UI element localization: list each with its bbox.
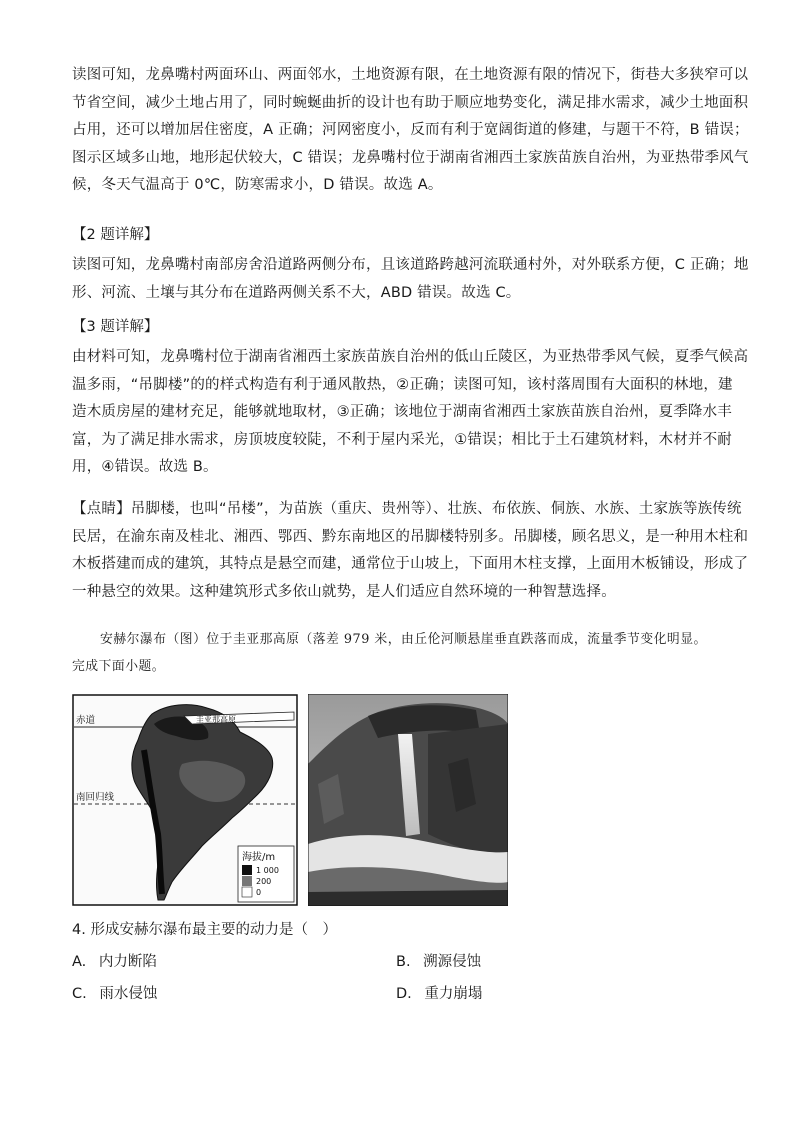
answer-2-paragraph [72, 252, 749, 307]
answer-1-paragraph [72, 62, 749, 200]
text-line: 候，冬天气温高于 0℃，防寒需求小，D 错误。故选 A。 [72, 177, 443, 194]
legend-value: 1 000 [256, 866, 279, 875]
answer-3-paragraph [72, 344, 749, 482]
plateau-label: 圭亚那高原 [196, 715, 236, 724]
option-a[interactable] [72, 952, 157, 972]
text-line: 安赫尔瀑布（图）位于圭亚那高原（落差 979 米，由丘伦河顺悬崖垂直跌落而成，流量季节变化明显。 [100, 632, 707, 647]
text-line: 图示区域多山地，地形起伏较大，C 错误；龙鼻嘴村位于湖南省湘西土家族苗族自治州，为亚热带季风气 [72, 149, 749, 166]
equator-label: 赤道 [76, 715, 96, 726]
text-line: 一种悬空的效果。这种建筑形式多依山就势，是人们适应自然环境的一种智慧选择。 [72, 583, 616, 600]
remark-paragraph [72, 496, 749, 606]
text-line: 读图可知，龙鼻嘴村两面环山、两面邻水，土地资源有限，在土地资源有限的情况下，街巷大多狭窄可以 [72, 67, 749, 83]
text-line: 民居，在渝东南及桂北、湘西、鄂西、黔东南地区的吊脚楼特别多。吊脚楼，顾名思义，是一种用木柱和 [72, 528, 749, 545]
legend-value: 0 [256, 888, 262, 897]
option-text: 内力断陷 [98, 954, 157, 970]
text-line: 【点睛】吊脚楼，也叫“吊楼”，为苗族（重庆、贵州等）、壮族、布依族、侗族、水族、土家族等族传统 [72, 501, 742, 517]
text-line: 形、河流、土壤与其分布在道路两侧关系不大，ABD 错误。故选 C。 [72, 284, 521, 301]
legend-title: 海拔/m [242, 852, 276, 863]
option-letter: A. [72, 954, 87, 970]
text-line: 温多雨，“吊脚楼”的的样式构造有利于通风散热，②正确；读图可知，该村落周围有大面积的林地，建 [72, 376, 733, 393]
option-b[interactable] [396, 952, 481, 972]
text-line: 木板搭建而成的建筑，其特点是悬空而建，通常位于山坡上，下面用木柱支撑，上面用木板铺设，形成了 [72, 556, 749, 573]
legend-swatch-mid [242, 876, 252, 886]
option-letter: B. [396, 954, 411, 970]
text-line: 用，④错误。故选 B。 [72, 459, 218, 476]
option-d[interactable] [396, 984, 482, 1004]
text-line: 节省空间，减少土地占用了，同时蜿蜒曲折的设计也有助于顺应地势变化，满足排水需求，减少土地面积 [72, 94, 749, 111]
question-2-detail-header: 【2 题详解】 [72, 227, 159, 243]
text-line: 富，为了满足排水需求，房顶坡度较陡，不利于屋内采光，①错误；相比于土石建筑材料，木材并不耐 [72, 431, 732, 448]
tropic-label: 南回归线 [76, 792, 115, 803]
question-4-stem: 4. 形成安赫尔瀑布最主要的动力是（ ） [72, 922, 337, 938]
option-text: 重力崩塌 [424, 986, 483, 1002]
option-c[interactable] [72, 984, 157, 1004]
question-intro [72, 626, 732, 680]
option-letter: C. [72, 986, 87, 1002]
text-line: 读图可知，龙鼻嘴村南部房舍沿道路两侧分布，且该道路跨越河流联通村外，对外联系方便，C 正确；地 [72, 257, 749, 273]
text-line: 由材料可知，龙鼻嘴村位于湖南省湘西土家族苗族自治州的低山丘陵区，为亚热带季风气候，夏季气候高 [72, 349, 749, 365]
option-text: 雨水侵蚀 [99, 986, 158, 1002]
question-3-detail-header: 【3 题详解】 [72, 319, 159, 335]
angel-falls-photo [308, 694, 508, 906]
legend-swatch-low [242, 887, 252, 897]
option-letter: D. [396, 986, 412, 1002]
text-line: 完成下面小题。 [72, 659, 166, 674]
option-text: 溯源侵蚀 [423, 954, 482, 970]
text-line: 造木质房屋的建材充足，能够就地取材，③正确；该地位于湖南省湘西土家族苗族自治州，夏季降水丰 [72, 404, 732, 421]
text-line: 占用，还可以增加居住密度，A 正确；河网密度小，反而有利于宽阔街道的修建，与题干不符，B 错误； [72, 122, 749, 139]
legend-swatch-high [242, 865, 252, 875]
south-america-map [72, 694, 298, 906]
legend-value: 200 [256, 877, 272, 886]
